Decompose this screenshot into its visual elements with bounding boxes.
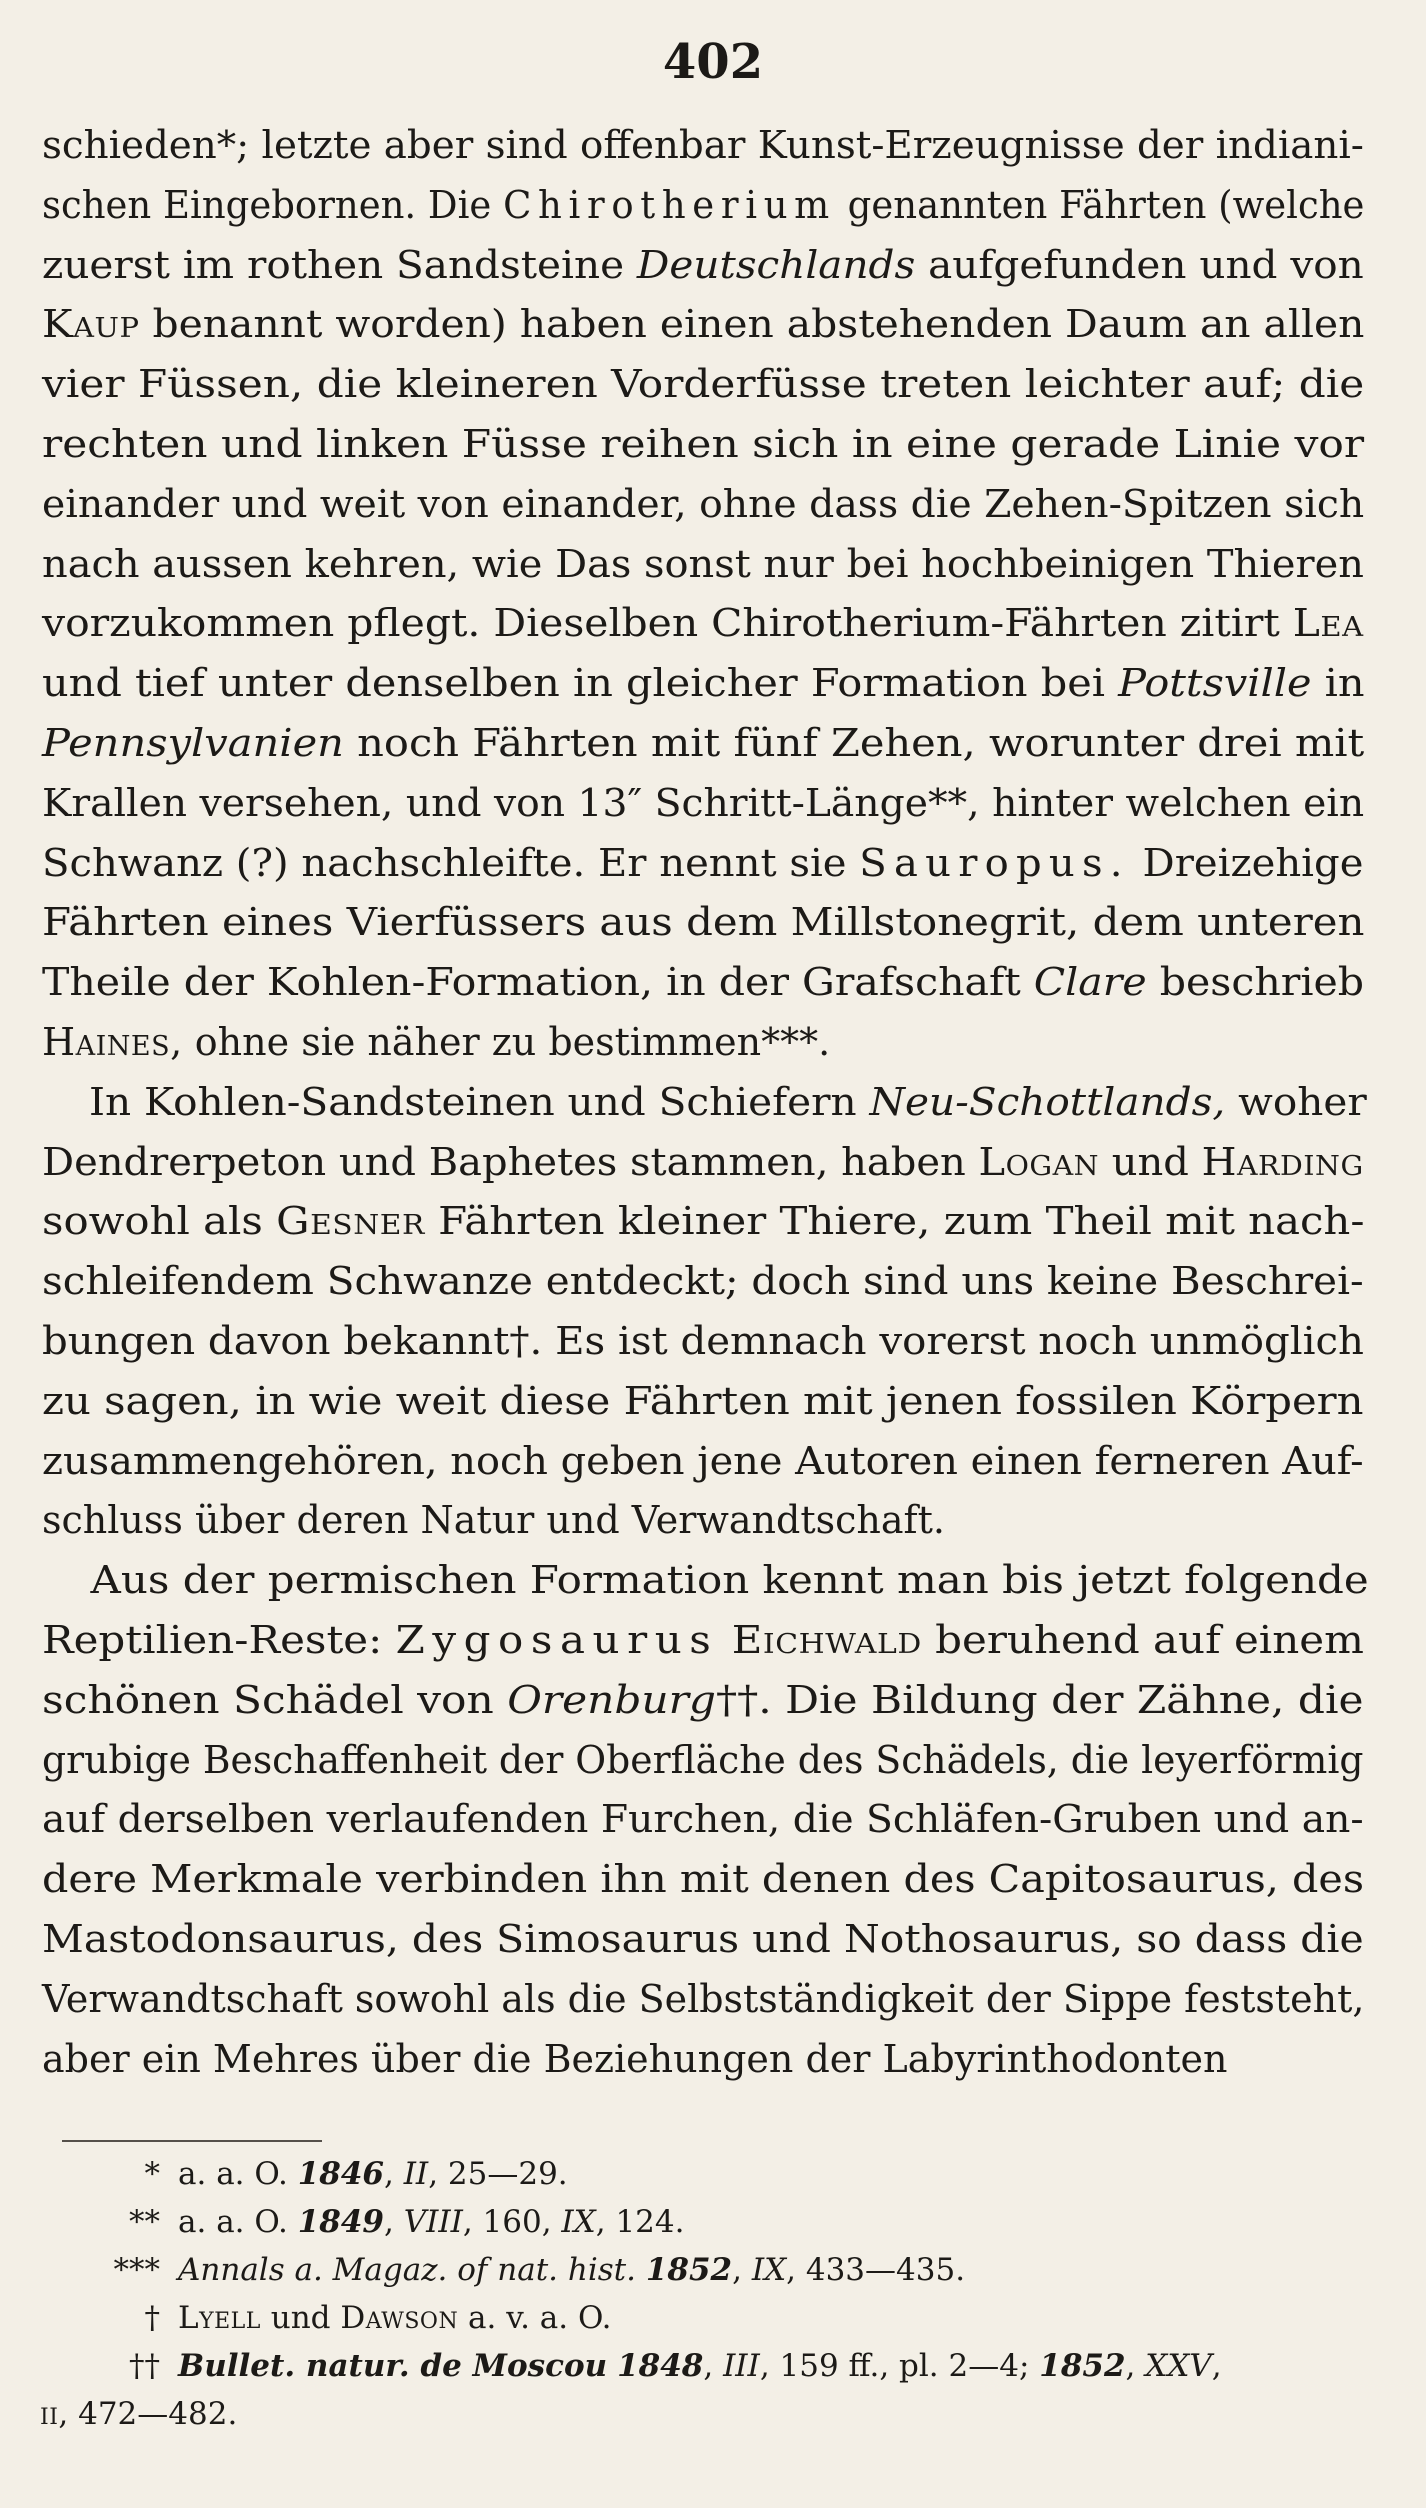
text-line: sowohl als Gesner Fährten kleiner Thiere, zum Theil mit nach- bbox=[42, 1199, 1365, 1244]
text-line: Pennsylvanien noch Fährten mit fünf Zehen, worunter drei mit bbox=[42, 720, 1365, 765]
text-line: bungen davon bekannt†. Es ist demnach vorerst noch unmöglich bbox=[42, 1318, 1364, 1363]
text-line: Krallen versehen, und von 13″ Schritt-Länge**, hinter welchen ein bbox=[42, 780, 1365, 825]
footnotes bbox=[40, 2150, 1380, 2438]
text-line: Theile der Kohlen-Formation, in der Grafschaft Clare beschrieb bbox=[42, 960, 1365, 1005]
text-line: Aus der permischen Formation kennt man bis jetzt folgende bbox=[90, 1558, 1369, 1603]
text-line: Dendrerpeton und Baphetes stammen, haben Logan und Harding bbox=[42, 1139, 1364, 1184]
text-line: rechten und linken Füsse reihen sich in eine gerade Linie vor bbox=[42, 421, 1365, 466]
text-line: nach aussen kehren, wie Das sonst nur bei hochbeinigen Thieren bbox=[42, 541, 1364, 586]
text-line: einander und weit von einander, ohne dass die Zehen-Spitzen sich bbox=[42, 481, 1365, 526]
footnote-separator bbox=[62, 2140, 322, 2142]
footnote: † Lyell und Dawson a. v. a. O. bbox=[144, 2300, 612, 2336]
body-text bbox=[42, 116, 1426, 2089]
footnote: ** a. a. O. 1849, VIII, 160, IX, 124. bbox=[129, 2204, 685, 2240]
text-line: Mastodonsaurus, des Simosaurus und Nothosaurus, so dass die bbox=[42, 1916, 1364, 1961]
text-line: dere Merkmale verbinden ihn mit denen des Capitosaurus, des bbox=[42, 1857, 1365, 1902]
text-line: vorzukommen pflegt. Dieselben Chirotherium-Fährten zitirt Lea bbox=[42, 601, 1364, 646]
footnote: * a. a. O. 1846, II, 25—29. bbox=[144, 2156, 568, 2192]
text-line: aber ein Mehres über die Beziehungen der Labyrinthodonten bbox=[42, 2036, 1228, 2081]
footnote: *** Annals a. Magaz. of nat. hist. 1852, IX, 433—435. bbox=[113, 2252, 966, 2288]
text-line: Fährten eines Vierfüssers aus dem Millstonegrit, dem unteren bbox=[42, 900, 1365, 945]
text-line: Schwanz (?) nachschleifte. Er nennt sie Sauropus. Dreizehige bbox=[42, 840, 1364, 885]
text-line: schleifendem Schwanze entdeckt; doch sind uns keine Beschrei- bbox=[42, 1259, 1364, 1304]
text-line: zuerst im rothen Sandsteine Deutschlands aufgefunden und von bbox=[42, 242, 1364, 287]
text-line: zusammengehören, noch geben jene Autoren einen ferneren Auf- bbox=[42, 1438, 1364, 1483]
text-line: Verwandtschaft sowohl als die Selbstständigkeit der Sippe feststeht, bbox=[42, 1976, 1365, 2021]
text-line: zu sagen, in wie weit diese Fährten mit jenen fossilen Körpern bbox=[42, 1378, 1364, 1423]
text-line: schönen Schädel von Orenburg††. Die Bildung der Zähne, die bbox=[42, 1677, 1364, 1722]
text-line: schen Eingebornen. Die Chirotherium genannten Fährten (welche bbox=[42, 182, 1365, 227]
text-line: auf derselben verlaufenden Furchen, die Schläfen-Gruben und an- bbox=[42, 1797, 1364, 1842]
text-line: vier Füssen, die kleineren Vorderfüsse treten leichter auf; die bbox=[42, 362, 1365, 407]
text-line: grubige Beschaffenheit der Oberfläche des Schädels, die leyerförmig bbox=[42, 1737, 1364, 1782]
page-number: 402 bbox=[662, 34, 764, 90]
text-line: schluss über deren Natur und Verwandtschaft. bbox=[42, 1498, 945, 1543]
text-line: Kaup benannt worden) haben einen abstehenden Daum an allen bbox=[42, 302, 1365, 347]
text-line: Haines, ohne sie näher zu bestimmen***. bbox=[42, 1019, 831, 1064]
footnote: †† Bullet. natur. de Moscou 1848, III, 159 ff., pl. 2—4; 1852, XXV, bbox=[129, 2348, 1222, 2384]
text-line: In Kohlen-Sandsteinen und Schiefern Neu-Schottlands, woher bbox=[88, 1079, 1367, 1124]
text-line: schieden*; letzte aber sind offenbar Kunst-Erzeugnisse der indiani- bbox=[42, 123, 1364, 167]
footnote: ii, 472—482. bbox=[40, 2396, 238, 2432]
text-line: und tief unter denselben in gleicher Formation bei Pottsville in bbox=[42, 661, 1365, 706]
text-line: Reptilien-Reste: Zygosaurus Eichwald beruhend auf einem bbox=[42, 1617, 1364, 1662]
